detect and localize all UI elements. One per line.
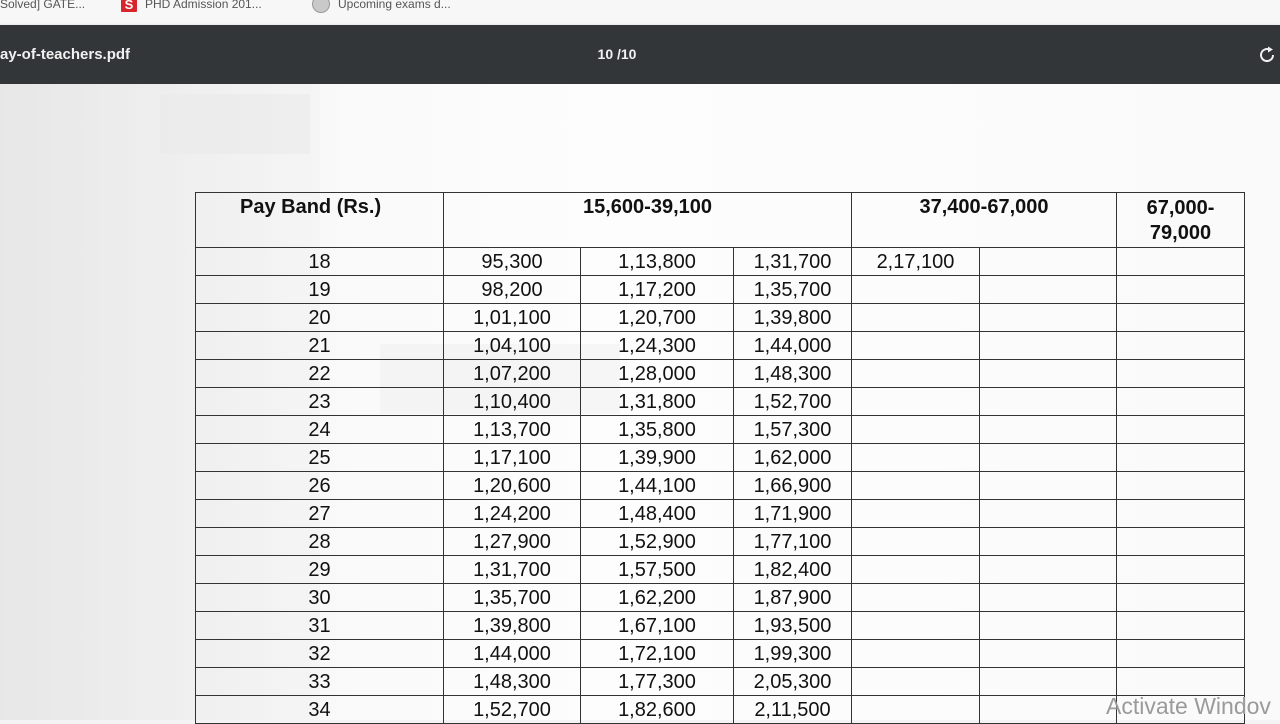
- cell-value: [1117, 668, 1245, 696]
- cell-value: [852, 276, 980, 304]
- cell-value: 1,28,000: [581, 360, 734, 388]
- cell-value: [980, 500, 1117, 528]
- cell-value: 1,44,100: [581, 472, 734, 500]
- cell-level: 32: [196, 640, 444, 668]
- cell-level: 21: [196, 332, 444, 360]
- header-band-37400-67000: 37,400-67,000: [852, 193, 1117, 248]
- cell-value: 1,57,300: [734, 416, 852, 444]
- cell-value: [1117, 360, 1245, 388]
- cell-value: [980, 444, 1117, 472]
- pdf-toolbar: [0, 25, 1280, 84]
- rotate-button[interactable]: [1254, 42, 1280, 68]
- cell-value: [980, 696, 1117, 724]
- cell-value: 1,20,700: [581, 304, 734, 332]
- cell-value: 1,35,700: [734, 276, 852, 304]
- bookmark-gate[interactable]: [0, 0, 85, 13]
- header-band3-line2: 79,000: [1149, 222, 1212, 244]
- cell-value: 1,52,900: [581, 528, 734, 556]
- header-band-67000-79000: [1117, 193, 1245, 248]
- s-logo-icon: S: [121, 0, 137, 12]
- table-row: [196, 360, 1245, 388]
- cell-value: [1117, 276, 1245, 304]
- cell-value: 98,200: [444, 276, 581, 304]
- cell-value: 1,13,700: [444, 416, 581, 444]
- cell-value: [1117, 528, 1245, 556]
- cell-value: [980, 640, 1117, 668]
- cell-value: [852, 444, 980, 472]
- bookmarks-bar: [0, 0, 1280, 25]
- cell-value: [1117, 640, 1245, 668]
- cell-value: 1,10,400: [444, 388, 581, 416]
- table-row: [196, 416, 1245, 444]
- cell-value: 1,77,100: [734, 528, 852, 556]
- cell-value: 1,20,600: [444, 472, 581, 500]
- cell-value: 1,01,100: [444, 304, 581, 332]
- header-band3-line1: 67,000-: [1146, 197, 1215, 219]
- table-row: [196, 304, 1245, 332]
- cell-value: 1,52,700: [444, 696, 581, 724]
- cell-value: [1117, 388, 1245, 416]
- cell-value: 1,24,200: [444, 500, 581, 528]
- cell-value: 1,48,300: [444, 668, 581, 696]
- cell-level: 25: [196, 444, 444, 472]
- cell-level: 27: [196, 500, 444, 528]
- cell-value: 1,44,000: [444, 640, 581, 668]
- cell-value: [852, 584, 980, 612]
- activate-windows-watermark: Activate Windov: [1106, 693, 1271, 719]
- cell-level: 29: [196, 556, 444, 584]
- cell-value: [980, 276, 1117, 304]
- cell-value: 1,07,200: [444, 360, 581, 388]
- cell-value: [980, 388, 1117, 416]
- table-row: [196, 528, 1245, 556]
- table-row: [196, 388, 1245, 416]
- cell-value: 1,39,800: [444, 612, 581, 640]
- cell-value: [980, 612, 1117, 640]
- cell-value: 1,31,800: [581, 388, 734, 416]
- cell-value: 1,72,100: [581, 640, 734, 668]
- bookmark-upcoming-exams[interactable]: [312, 0, 451, 13]
- cell-level: 34: [196, 696, 444, 724]
- cell-value: 1,62,200: [581, 584, 734, 612]
- cell-value: [1117, 556, 1245, 584]
- cell-value: [852, 668, 980, 696]
- cell-value: 1,13,800: [581, 248, 734, 276]
- emblem-icon: [312, 0, 330, 13]
- cell-value: 1,48,400: [581, 500, 734, 528]
- cell-value: [852, 416, 980, 444]
- cell-value: [980, 332, 1117, 360]
- cell-level: 23: [196, 388, 444, 416]
- cell-level: 26: [196, 472, 444, 500]
- cell-value: [980, 360, 1117, 388]
- cell-level: 18: [196, 248, 444, 276]
- cell-level: 30: [196, 584, 444, 612]
- cell-value: 1,66,900: [734, 472, 852, 500]
- cell-level: 22: [196, 360, 444, 388]
- table-row: [196, 668, 1245, 696]
- cell-value: 1,27,900: [444, 528, 581, 556]
- cell-value: [852, 696, 980, 724]
- cell-value: [1117, 612, 1245, 640]
- cell-value: 1,24,300: [581, 332, 734, 360]
- table-row: [196, 500, 1245, 528]
- cell-value: 1,31,700: [444, 556, 581, 584]
- cell-value: [1117, 332, 1245, 360]
- cell-value: 1,62,000: [734, 444, 852, 472]
- table-row: [196, 444, 1245, 472]
- cell-value: [980, 248, 1117, 276]
- cell-value: 1,31,700: [734, 248, 852, 276]
- cell-value: 1,82,400: [734, 556, 852, 584]
- cell-value: 1,39,800: [734, 304, 852, 332]
- cell-value: [1117, 416, 1245, 444]
- cell-value: 1,52,700: [734, 388, 852, 416]
- table-row: [196, 696, 1245, 724]
- header-band-15600-39100: 15,600-39,100: [444, 193, 852, 248]
- cell-level: 19: [196, 276, 444, 304]
- cell-value: 1,77,300: [581, 668, 734, 696]
- cell-value: [852, 528, 980, 556]
- rotate-icon: [1257, 45, 1277, 65]
- cell-value: [1117, 444, 1245, 472]
- cell-value: [852, 500, 980, 528]
- bookmark-phd-admission[interactable]: [121, 0, 262, 13]
- cell-value: [980, 528, 1117, 556]
- cell-value: [980, 472, 1117, 500]
- cell-value: 2,11,500: [734, 696, 852, 724]
- cell-value: [1117, 472, 1245, 500]
- bleed-through-mark: [160, 94, 310, 154]
- bookmark-label: Solved] GATE...: [0, 0, 86, 11]
- cell-value: 1,39,900: [581, 444, 734, 472]
- cell-value: [1117, 500, 1245, 528]
- cell-value: [1117, 304, 1245, 332]
- cell-value: [852, 304, 980, 332]
- cell-value: [852, 388, 980, 416]
- cell-value: 1,17,100: [444, 444, 581, 472]
- cell-value: [980, 556, 1117, 584]
- cell-value: 1,57,500: [581, 556, 734, 584]
- cell-value: 1,35,700: [444, 584, 581, 612]
- cell-value: [852, 556, 980, 584]
- table-header-row: [196, 193, 1245, 248]
- cell-value: 2,17,100: [852, 248, 980, 276]
- cell-value: [1117, 248, 1245, 276]
- header-pay-band: Pay Band (Rs.): [196, 193, 444, 248]
- cell-value: [980, 584, 1117, 612]
- table-row: [196, 276, 1245, 304]
- cell-value: 95,300: [444, 248, 581, 276]
- cell-value: [980, 668, 1117, 696]
- page-indicator: 10 /10: [597, 46, 637, 62]
- cell-value: 2,05,300: [734, 668, 852, 696]
- pdf-filename: ay-of-teachers.pdf: [0, 46, 131, 63]
- table-row: [196, 556, 1245, 584]
- cell-value: [852, 332, 980, 360]
- cell-value: [980, 304, 1117, 332]
- cell-value: [852, 360, 980, 388]
- cell-level: 24: [196, 416, 444, 444]
- table-row: [196, 332, 1245, 360]
- cell-value: 1,82,600: [581, 696, 734, 724]
- cell-level: 33: [196, 668, 444, 696]
- cell-level: 31: [196, 612, 444, 640]
- cell-value: 1,04,100: [444, 332, 581, 360]
- cell-value: [1117, 584, 1245, 612]
- table-row: [196, 584, 1245, 612]
- cell-value: [980, 416, 1117, 444]
- cell-value: 1,93,500: [734, 612, 852, 640]
- cell-value: [852, 472, 980, 500]
- cell-value: 1,35,800: [581, 416, 734, 444]
- table-row: [196, 612, 1245, 640]
- table-row: [196, 640, 1245, 668]
- bookmark-label: PHD Admission 201...: [145, 0, 262, 11]
- cell-value: 1,87,900: [734, 584, 852, 612]
- pay-table: [195, 192, 1245, 724]
- cell-value: 1,67,100: [581, 612, 734, 640]
- cell-level: 28: [196, 528, 444, 556]
- bookmark-label: Upcoming exams d...: [338, 0, 451, 11]
- cell-value: 1,71,900: [734, 500, 852, 528]
- cell-level: 20: [196, 304, 444, 332]
- cell-value: [852, 640, 980, 668]
- table-row: [196, 472, 1245, 500]
- cell-value: 1,99,300: [734, 640, 852, 668]
- cell-value: 1,44,000: [734, 332, 852, 360]
- cell-value: 1,17,200: [581, 276, 734, 304]
- table-row: [196, 248, 1245, 276]
- cell-value: [852, 612, 980, 640]
- cell-value: 1,48,300: [734, 360, 852, 388]
